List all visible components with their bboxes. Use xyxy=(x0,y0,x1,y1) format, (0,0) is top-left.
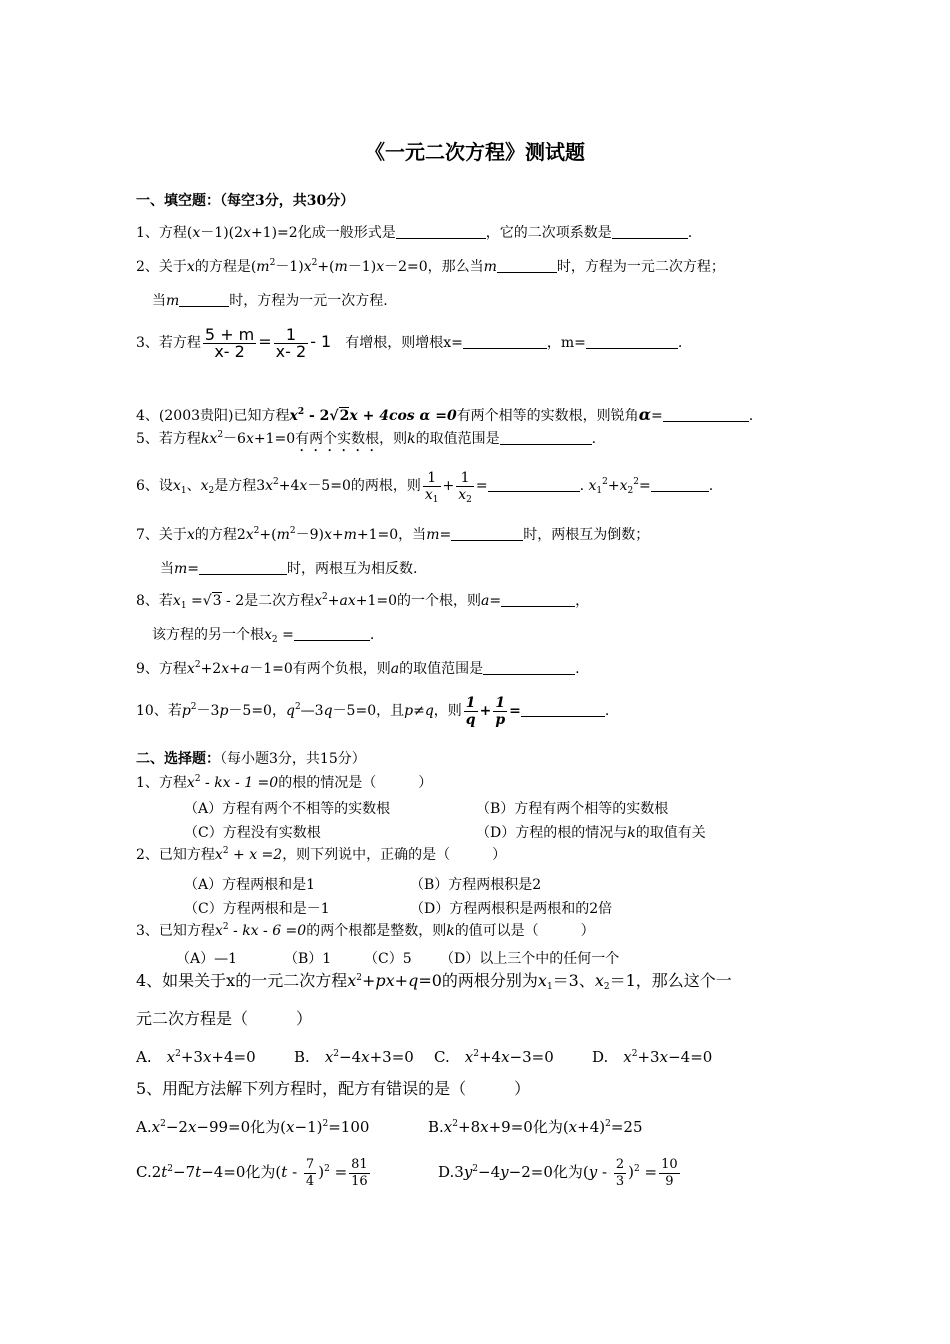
option-D[interactable]: D. $x^2+3x-4=0$ xyxy=(592,1048,713,1066)
option-A[interactable]: （A）方程两根和是1 xyxy=(184,877,316,893)
page-title: 《一元二次方程》测试题 xyxy=(365,140,585,164)
question-10: 10、若$p^2-3p-5=0$，$q^2—3q-5=0$，且p≠q，则 $\frac{1}{q}$ + $\frac{1}{p}$ = . xyxy=(136,694,610,728)
question-8: 8、若$x_1 =√3 - 2$是二次方程$x^2+ax+1=0$的一个根，则a= ， xyxy=(136,592,590,611)
option-D[interactable]: （D）方程两根积是两根和的2倍 xyxy=(410,901,613,917)
option-B[interactable]: （B）1 xyxy=(284,951,332,967)
option-B[interactable]: $B.x^2+8x+9=0$化为$(x+4)^2=25$ xyxy=(428,1118,643,1136)
option-B[interactable]: B. $x^2-4x+3=0$ xyxy=(294,1048,414,1066)
choice-question-2: 2、已知方程$x^2 + x =2$，则下列说中，正确的是（ ） xyxy=(136,846,507,863)
question-8-cont: 该方程的另一个根$x_2$ = . xyxy=(152,627,375,645)
choice-question-3: 3、已知方程$x^2$ - kx - 6 =0的两个根都是整数，则k的值可以是（ ） xyxy=(136,922,595,939)
answer-blank[interactable] xyxy=(521,702,605,717)
answer-blank[interactable] xyxy=(179,292,229,307)
section2-heading: 二、选择题：（每小题3分，共15分） xyxy=(136,751,366,767)
option-D[interactable]: $D.3y^2-4y-2=0$化为(y - $\frac{2}{3}$ )$^2$ = $\frac{10}{9}$ xyxy=(438,1156,678,1189)
option-C[interactable]: （C）方程没有实数根 xyxy=(184,825,321,841)
choice-question-1: 1、方程$x^2$ - kx - 1 =0的根的情况是（ ） xyxy=(136,774,433,791)
option-C[interactable]: （C）方程两根和是－1 xyxy=(184,901,330,917)
option-C[interactable]: （C）5 xyxy=(364,951,412,967)
answer-blank[interactable] xyxy=(497,258,557,273)
option-C[interactable]: $C.2t^2-7t-4=0$化为(t - $\frac{7}{4}$ )$^2$ = $\frac{81}{16}$ xyxy=(136,1156,368,1189)
answer-blank[interactable] xyxy=(663,407,749,422)
question-4: 4、(2003贵阳)已知方程$x^2 - 2√2x + 4\cos$ α =0有两个相等的实数根，则锐角α= . xyxy=(136,405,754,424)
choice-question-4: 4、如果关于x的一元二次方程$x^2+px+q=0$的两根分别为$x_1=3$、$x_2=1$，那么这个一 xyxy=(136,971,732,992)
option-A[interactable]: A. $x^2+3x+4=0$ xyxy=(136,1048,256,1066)
question-7-cont: 当m= 时，两根互为相反数. xyxy=(160,561,418,577)
question-1: 1、方程(x－1)(2x+1)=2化成一般形式是 ，它的二次项系数是 . xyxy=(136,225,693,241)
answer-blank[interactable] xyxy=(612,224,688,239)
question-7: 7、关于x的方程$2x^2+(m^2-9)x+m+1=0$，当m= 时，两根互为倒数； xyxy=(136,526,650,543)
question-2-cont: 当m 时，方程为一元一次方程. xyxy=(152,293,388,309)
question-9: 9、方程$x^2+2x+a-1=0$有两个负根，则a的取值范围是 . xyxy=(136,660,580,677)
question-2: 2、关于x的方程是$(m^2-1)x^2+(m-1)x-2=0$，那么当m 时，方程为一元二次方程； xyxy=(136,258,725,275)
option-A[interactable]: $A.x^2-2x-99=0$化为$(x-1)^2=100$ xyxy=(136,1118,370,1136)
answer-blank[interactable] xyxy=(500,430,592,445)
question-5: 5、若方程$kx^2-6x+1=0$有两个实数根，则k的取值范围是 . xyxy=(136,430,597,447)
answer-blank[interactable] xyxy=(451,526,523,541)
answer-blank[interactable] xyxy=(488,477,580,492)
option-D[interactable]: （D）方程的根的情况与k的取值有关 xyxy=(476,825,706,841)
answer-blank[interactable] xyxy=(463,334,547,349)
option-A[interactable]: （A）方程有两个不相等的实数根 xyxy=(184,801,391,817)
choice-question-4-cont: 元二次方程是（ ） xyxy=(136,1009,313,1028)
answer-blank[interactable] xyxy=(294,626,370,641)
section1-heading: 一、填空题：（每空3分，共30分） xyxy=(136,193,355,209)
answer-blank[interactable] xyxy=(483,660,575,675)
answer-blank[interactable] xyxy=(396,224,486,239)
question-6: 6、设$x_1$、$x_2$是方程$3x^2+4x-5=0$的两根，则 $\frac{1}{x_1}$ + $\frac{1}{x_2}$ = . $x_1^2+x_2^2=$ . xyxy=(136,469,714,505)
option-D[interactable]: （D）以上三个中的任何一个 xyxy=(440,951,620,967)
question-3: 3、若方程 $\frac{5 + m}{x- 2}$ = $\frac{1}{x- 2}$ - 1 有增根，则增根x= ，m= . xyxy=(136,324,683,361)
option-A[interactable]: （A）—1 xyxy=(176,951,238,967)
option-C[interactable]: C. $x^2+4x-3=0$ xyxy=(434,1048,554,1066)
answer-blank[interactable] xyxy=(586,334,678,349)
option-B[interactable]: （B）方程有两个相等的实数根 xyxy=(476,801,669,817)
answer-blank[interactable] xyxy=(501,592,575,607)
answer-blank[interactable] xyxy=(651,477,709,492)
choice-question-5: 5、用配方法解下列方程时，配方有错误的是（ ） xyxy=(136,1079,531,1098)
answer-blank[interactable] xyxy=(199,560,287,575)
option-B[interactable]: （B）方程两根积是2 xyxy=(410,877,542,893)
